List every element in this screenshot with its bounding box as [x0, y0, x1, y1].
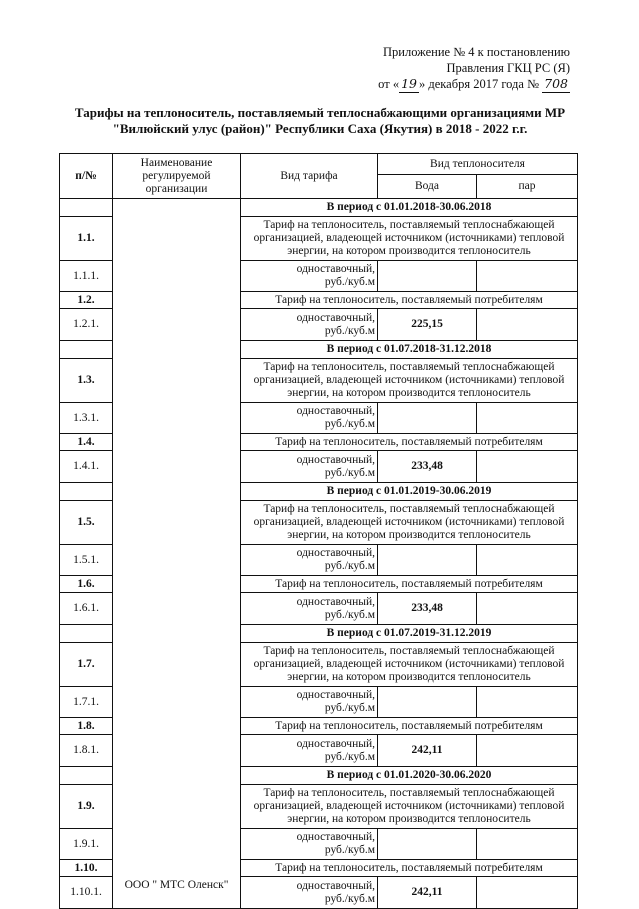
unit-line-1: одноставочный,	[296, 405, 375, 417]
unit-cell	[241, 829, 378, 860]
header-tariff-type: Вид тарифа	[241, 154, 378, 199]
period-num-empty	[60, 341, 113, 359]
row-number: 1.4.	[60, 434, 113, 451]
water-value	[378, 403, 477, 434]
unit-line-1: одноставочный,	[296, 879, 375, 892]
header-water: Вода	[378, 175, 477, 199]
steam-value	[477, 687, 578, 718]
date-prefix: от «	[378, 77, 400, 91]
period-num-empty	[60, 199, 113, 217]
consumer-tariff-description: Тариф на теплоноситель, поставляемый потребителям	[241, 860, 578, 877]
row-number: 1.2.	[60, 292, 113, 309]
water-value: 225,15	[378, 309, 477, 341]
consumer-tariff-description: Тариф на теплоноситель, поставляемый потребителям	[241, 292, 578, 309]
row-number: 1.6.	[60, 576, 113, 593]
row-number: 1.4.1.	[60, 451, 113, 483]
row-number: 1.6.1.	[60, 593, 113, 625]
unit-cell	[241, 309, 378, 341]
row-number: 1.2.1.	[60, 309, 113, 341]
steam-value	[477, 829, 578, 860]
unit-cell	[241, 735, 378, 767]
row-number: 1.10.1.	[60, 877, 113, 909]
row-number: 1.3.1.	[60, 403, 113, 434]
handwritten-number: 708	[544, 76, 568, 91]
document-title	[50, 105, 590, 137]
period-num-empty	[60, 625, 113, 643]
unit-line-2: руб./куб.м	[324, 466, 375, 479]
board-line: Правления ГКЦ РС (Я)	[446, 61, 570, 75]
unit-cell	[241, 877, 378, 909]
period-num-empty	[60, 767, 113, 785]
tariff-table	[59, 153, 578, 909]
header-steam: пар	[477, 175, 578, 199]
period-label: В период с 01.01.2019-30.06.2019	[241, 483, 578, 501]
steam-value	[477, 451, 578, 483]
row-number: 1.7.1.	[60, 687, 113, 718]
organization-cell: ООО " МТС Оленск"	[113, 199, 241, 909]
date-line	[378, 76, 570, 93]
water-value	[378, 829, 477, 860]
title-line-2: "Вилюйский улус (район)" Республики Саха (Якутия) в 2018 - 2022 г.г.	[112, 121, 528, 136]
unit-line-2: руб./куб.м	[324, 608, 375, 621]
period-row	[60, 199, 578, 217]
consumer-tariff-description: Тариф на теплоноситель, поставляемый потребителям	[241, 576, 578, 593]
row-number: 1.3.	[60, 359, 113, 403]
unit-line-2: руб./куб.м	[324, 418, 375, 430]
row-number: 1.7.	[60, 643, 113, 687]
steam-value	[477, 261, 578, 292]
steam-value	[477, 877, 578, 909]
water-value: 233,48	[378, 593, 477, 625]
unit-cell	[241, 261, 378, 292]
water-value: 242,11	[378, 735, 477, 767]
water-value: 233,48	[378, 451, 477, 483]
row-number: 1.8.	[60, 718, 113, 735]
date-middle: » декабря 2017 года №	[419, 77, 540, 91]
unit-cell	[241, 593, 378, 625]
source-tariff-description: Тариф на теплоноситель, поставляемый теплоснабжающей организацией, владеющей источником (источниками) тепловой энергии, на котором производится теплоноситель	[241, 785, 578, 829]
unit-line-1: одноставочный,	[296, 263, 375, 275]
unit-line-1: одноставочный,	[296, 595, 375, 608]
source-tariff-description: Тариф на теплоноситель, поставляемый теплоснабжающей организацией, владеющей источником (источниками) тепловой энергии, на котором производится теплоноситель	[241, 643, 578, 687]
unit-line-2: руб./куб.м	[324, 892, 375, 905]
unit-cell	[241, 403, 378, 434]
row-number: 1.9.1.	[60, 829, 113, 860]
row-number: 1.1.1.	[60, 261, 113, 292]
source-tariff-description: Тариф на теплоноситель, поставляемый теплоснабжающей организацией, владеющей источником (источниками) тепловой энергии, на котором производится теплоноситель	[241, 359, 578, 403]
appendix-line: Приложение № 4 к постановлению	[383, 45, 570, 59]
unit-line-1: одноставочный,	[296, 737, 375, 750]
steam-value	[477, 593, 578, 625]
steam-value	[477, 735, 578, 767]
row-number: 1.9.	[60, 785, 113, 829]
period-label: В период с 01.07.2019-31.12.2019	[241, 625, 578, 643]
unit-cell	[241, 545, 378, 576]
row-number: 1.5.1.	[60, 545, 113, 576]
unit-line-2: руб./куб.м	[324, 324, 375, 337]
approval-header	[378, 44, 570, 93]
unit-line-2: руб./куб.м	[324, 750, 375, 763]
source-tariff-description: Тариф на теплоноситель, поставляемый теплоснабжающей организацией, владеющей источником (источниками) тепловой энергии, на котором производится теплоноситель	[241, 217, 578, 261]
title-line-1: Тарифы на теплоноситель, поставляемый теплоснабжающими организациями МР	[74, 105, 566, 120]
steam-value	[477, 545, 578, 576]
header-row-1	[60, 154, 578, 175]
period-label: В период с 01.01.2018-30.06.2018	[241, 199, 578, 217]
unit-line-1: одноставочный,	[296, 689, 375, 701]
row-number: 1.10.	[60, 860, 113, 877]
consumer-tariff-description: Тариф на теплоноситель, поставляемый потребителям	[241, 434, 578, 451]
period-label: В период с 01.01.2020-30.06.2020	[241, 767, 578, 785]
row-number: 1.5.	[60, 501, 113, 545]
steam-value	[477, 403, 578, 434]
unit-line-2: руб./куб.м	[324, 702, 375, 714]
source-tariff-description: Тариф на теплоноситель, поставляемый теплоснабжающей организацией, владеющей источником (источниками) тепловой энергии, на котором производится теплоноситель	[241, 501, 578, 545]
header-num: п/№	[60, 154, 113, 199]
header-organization: Наименование регулируемой организации	[113, 154, 241, 199]
water-value	[378, 545, 477, 576]
consumer-tariff-description: Тариф на теплоноситель, поставляемый потребителям	[241, 718, 578, 735]
water-value	[378, 261, 477, 292]
unit-line-1: одноставочный,	[296, 547, 375, 559]
water-value	[378, 687, 477, 718]
row-number: 1.1.	[60, 217, 113, 261]
unit-line-2: руб./куб.м	[324, 276, 375, 288]
unit-line-1: одноставочный,	[296, 831, 375, 843]
steam-value	[477, 309, 578, 341]
unit-line-2: руб./куб.м	[324, 844, 375, 856]
period-num-empty	[60, 483, 113, 501]
period-label: В период с 01.07.2018-31.12.2018	[241, 341, 578, 359]
unit-line-2: руб./куб.м	[324, 560, 375, 572]
handwritten-day: 19	[401, 76, 418, 91]
unit-line-1: одноставочный,	[296, 311, 375, 324]
water-value: 242,11	[378, 877, 477, 909]
unit-cell	[241, 687, 378, 718]
unit-line-1: одноставочный,	[296, 453, 375, 466]
unit-cell	[241, 451, 378, 483]
header-carrier-type: Вид теплоносителя	[378, 154, 578, 175]
row-number: 1.8.1.	[60, 735, 113, 767]
